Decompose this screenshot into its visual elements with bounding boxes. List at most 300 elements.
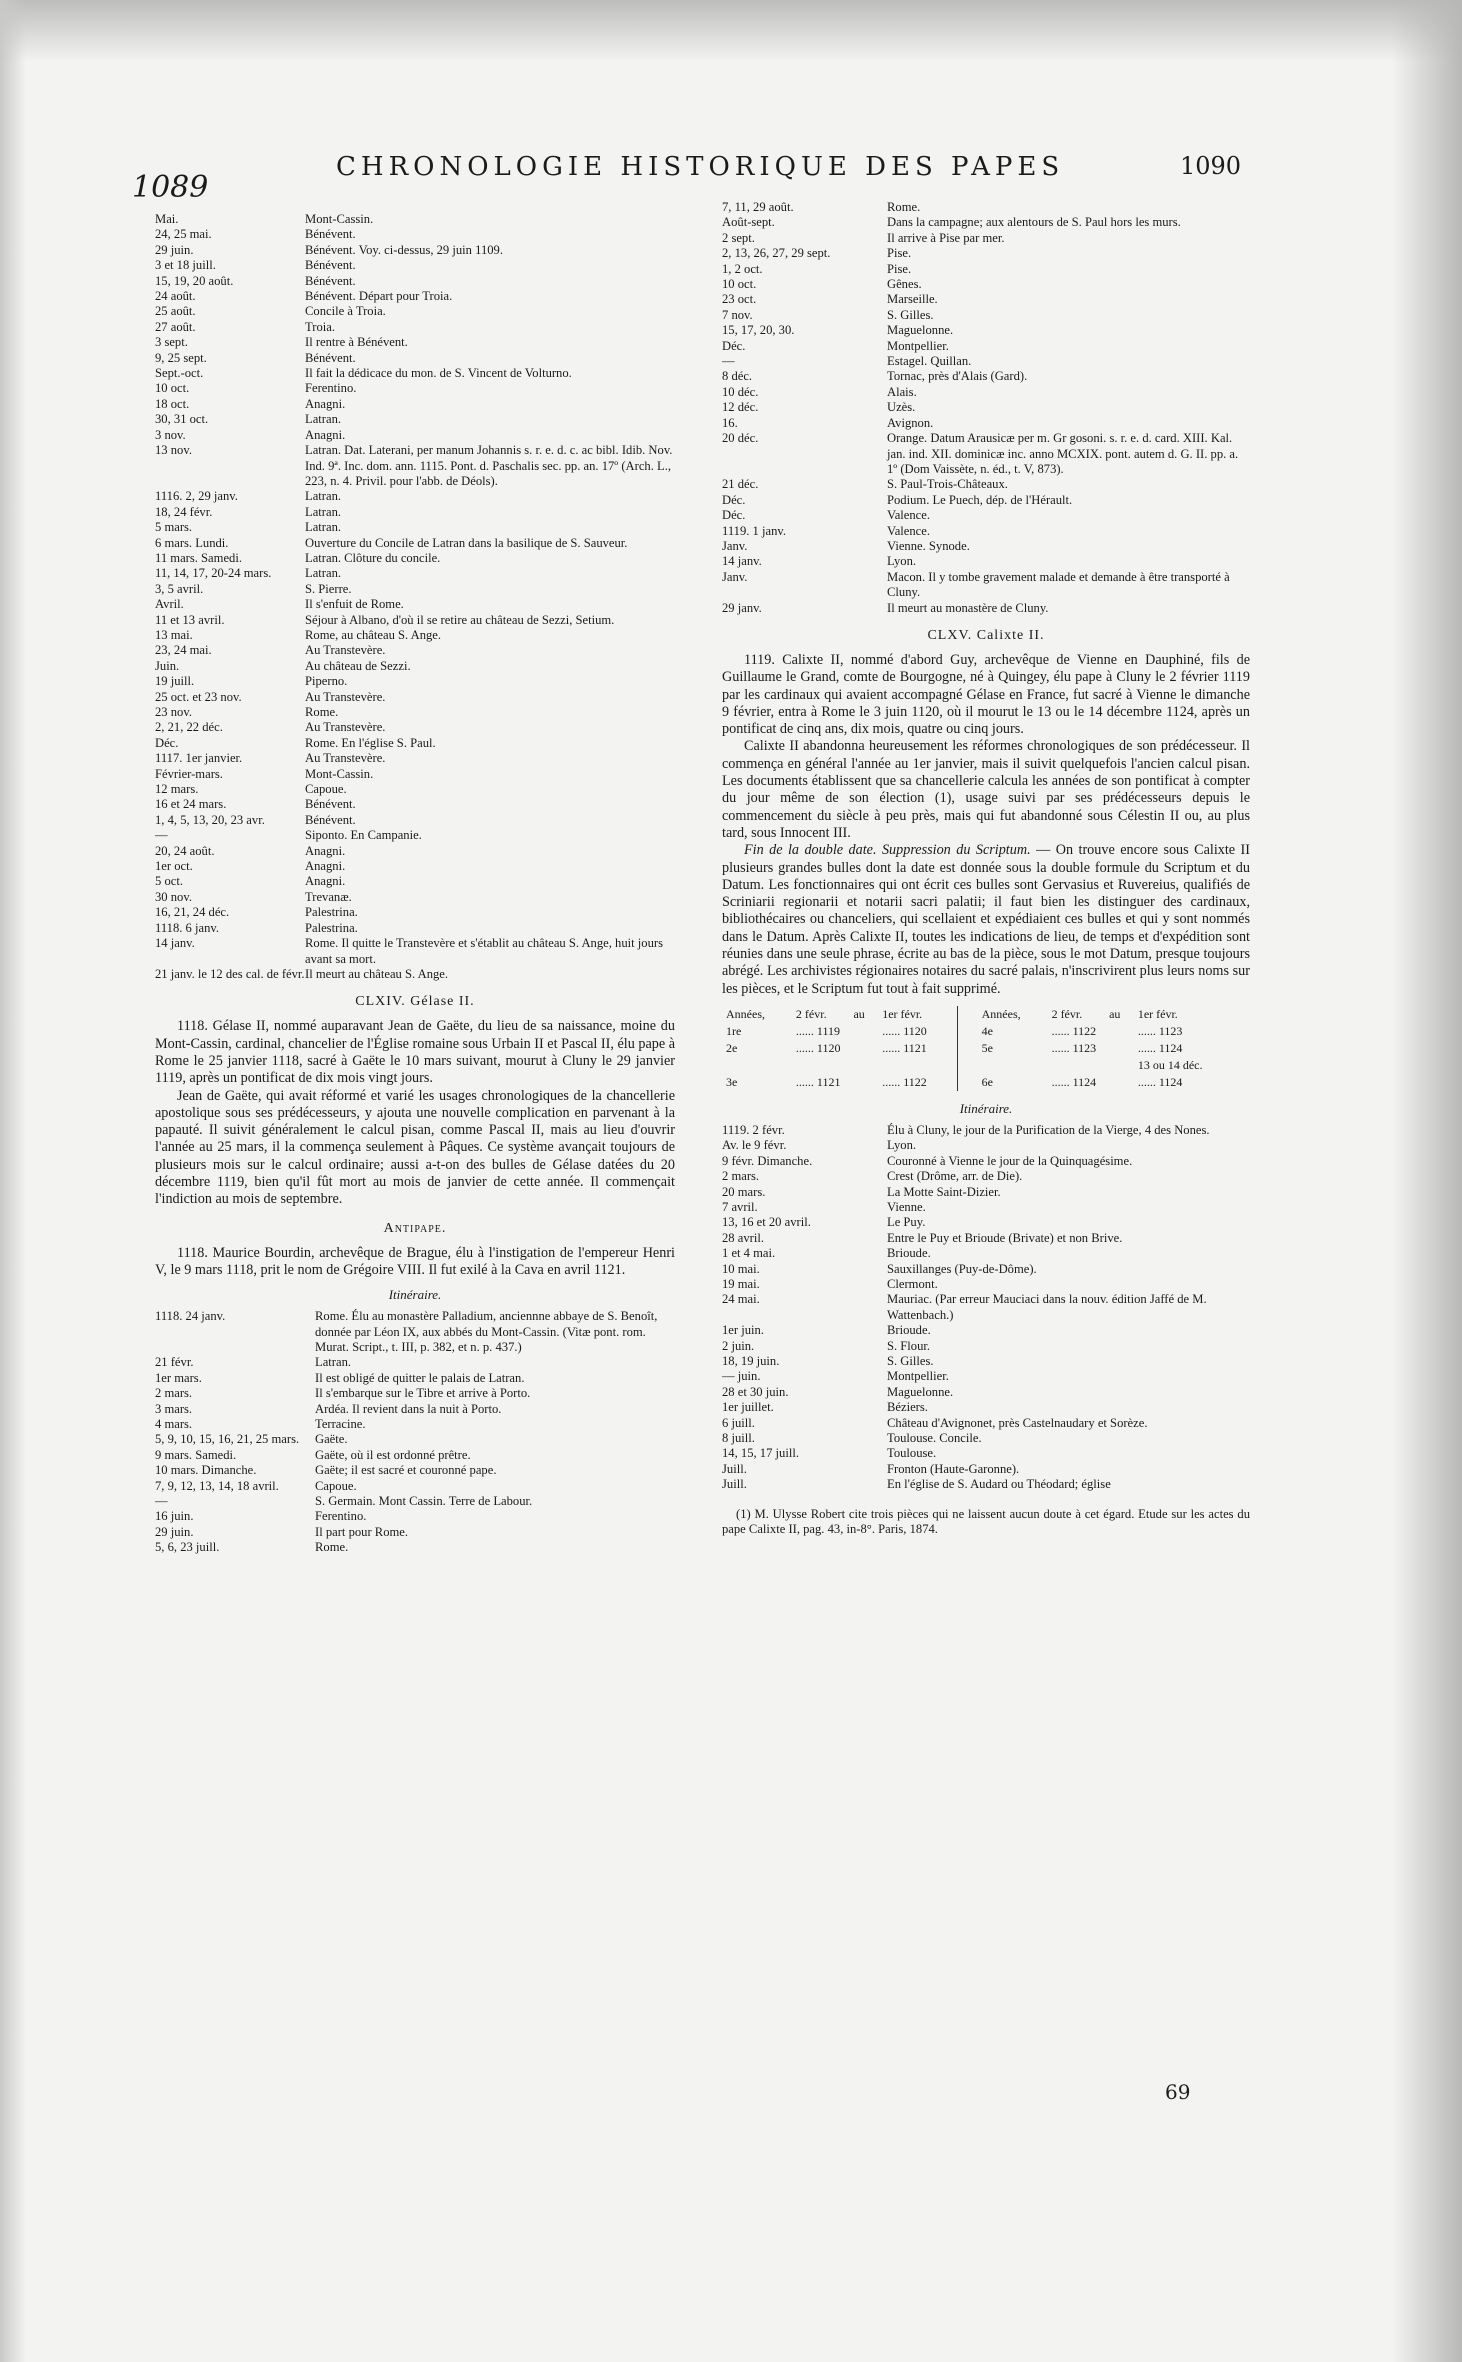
itinerary-row — [722, 339, 1250, 354]
itinerary-date: 29 juin. — [155, 1524, 194, 1539]
itinerary-row — [722, 1323, 1250, 1338]
itinerary-row — [722, 1339, 1250, 1354]
itinerary-place: Palestrina. — [305, 920, 358, 935]
itinerary-row — [155, 582, 675, 597]
itinerary-place: Latran. — [305, 520, 342, 535]
itinerary-row — [722, 369, 1250, 384]
itinerary-place: Gaëte, où il est ordonné prêtre. — [315, 1447, 471, 1462]
itinerary-place: Rome. Élu au monastère Palladium, anciennne abbaye de S. Benoît, donnée par Léon IX, aux abbés du Mont-Cassin. (Vitæ pont. rom. Murat. Script., t. III, p. 382, et n. p. 437.) — [315, 1309, 658, 1354]
itinerary-place: Au Transtevère. — [305, 720, 386, 735]
itinerary-row — [722, 1138, 1250, 1153]
years-cell — [722, 1057, 792, 1074]
itinerary-place: Montpellier. — [887, 338, 949, 353]
itinerary-place: Brioude. — [887, 1323, 931, 1338]
itinerary-place: Maguelonne. — [887, 1384, 954, 1399]
itinerary-date: — juin. — [722, 1369, 761, 1384]
itinerary-date: 7 nov. — [722, 307, 753, 322]
itinerary-date: Janv. — [722, 569, 748, 584]
itinerary-place: Montpellier. — [887, 1369, 949, 1384]
years-cell: 6e — [981, 1074, 993, 1089]
itinerary-row — [155, 1540, 675, 1555]
itinerary-date: 20 déc. — [722, 431, 759, 446]
itinerary-place: Fronton (Haute-Garonne). — [887, 1461, 1020, 1476]
itinerary-place: Mont-Cassin. — [305, 766, 374, 781]
calixte-paragraph-1: 1119. Calixte II, nommé d'abord Guy, archevêque de Vienne en Dauphiné, fils de Guillaume le Grand, comte de Bourgogne, né à Quingey, élu pape à Cluny le 2 février 1119 par les cardinaux qui avaient accompagné Gélase en France, fut sacré à Vienne le dimanche 9 février, entra à Rome le 3 juin 1120, où il mourut le 13 ou le 14 décembre 1124, après un pontificat de cinq ans, dix mois, quatre ou cinq jours. — [722, 651, 1250, 738]
itinerary-date: 1, 4, 5, 13, 20, 23 avr. — [155, 812, 265, 827]
column-divider — [957, 1006, 978, 1023]
itinerary-place: Maguelonne. — [887, 323, 954, 338]
signature-mark: 69 — [1165, 2080, 1191, 2104]
itinerary-row — [155, 643, 675, 658]
itinerary-place: Lyon. — [887, 554, 917, 569]
itinerary-date: Déc. — [722, 338, 746, 353]
itinerary-row — [722, 1231, 1250, 1246]
itinerary-row — [155, 874, 675, 889]
years-cell: 1re — [726, 1023, 742, 1038]
itinerary-row — [722, 477, 1250, 492]
itinerary-row — [722, 277, 1250, 292]
itinerary-row — [155, 813, 675, 828]
itinerary-place: Anagni. — [305, 427, 346, 442]
itinerary-date: 7, 9, 12, 13, 14, 18 avril. — [155, 1478, 279, 1493]
itinerary-row — [155, 304, 675, 319]
itinerary-row — [155, 381, 675, 396]
itinerary-row — [155, 1525, 675, 1540]
years-cell: ...... 1123 — [1137, 1023, 1183, 1038]
years-cell — [792, 1057, 878, 1074]
itinerary-row — [722, 431, 1250, 477]
itinerary-row — [155, 489, 675, 504]
itinerary-place: Estagel. Quillan. — [887, 354, 972, 369]
itinerary-row — [722, 601, 1250, 616]
itinerary-date: 8 déc. — [722, 369, 753, 384]
years-cell: ...... 1122 — [1051, 1023, 1097, 1038]
itinerary-date: 4 mars. — [155, 1417, 193, 1432]
scan-shadow-top — [0, 0, 1462, 62]
itinerary-place: S. Gilles. — [887, 1354, 934, 1368]
itinerary-date: 20, 24 août. — [155, 843, 215, 858]
itinerary-place: Alais. — [887, 384, 917, 399]
paschal-itinerary — [155, 212, 675, 982]
years-header-cell: 1er févr. — [882, 1006, 923, 1021]
itinerary-date: 3, 5 avril. — [155, 581, 204, 596]
itinerary-place: Mauriac. (Par erreur Mauciaci dans la nouv. édition Jaffé de M. Wattenbach.) — [887, 1292, 1207, 1322]
running-year: 1090 — [1180, 152, 1242, 180]
years-cell — [878, 1057, 957, 1074]
itinerary-place: Latran. — [305, 412, 342, 427]
itinerary-date: — — [155, 1494, 168, 1509]
itinerary-date: 28 avril. — [722, 1230, 764, 1245]
itinerary-row — [722, 308, 1250, 323]
itinerary-date: 6 mars. Lundi. — [155, 535, 229, 550]
itinerary-row — [722, 400, 1250, 415]
itinerary-place: Latran. Clôture du concile. — [305, 550, 441, 565]
itinerary-date: 23, 24 mai. — [155, 643, 212, 658]
itinerary-row — [722, 262, 1250, 277]
years-header-cell: au — [1109, 1006, 1121, 1021]
itinerary-date: 2 mars. — [155, 1386, 193, 1401]
itinerary-row — [722, 1246, 1250, 1261]
itinerary-place: Rome. — [305, 705, 339, 719]
itinerary-place: Il meurt au château S. Ange. — [305, 966, 449, 981]
itinerary-date: Juill. — [722, 1477, 747, 1492]
itinerary-place: Séjour à Albano, d'où il se retire au château de Sezzi, Setium. — [305, 612, 615, 627]
itinerary-row — [155, 1386, 675, 1401]
itinerary-place: Anagni. — [305, 859, 346, 874]
itinerary-date: Juill. — [722, 1461, 747, 1476]
pontificate-years-table — [722, 1006, 1242, 1091]
itinerary-date: 9, 25 sept. — [155, 350, 207, 365]
itinerary-row — [722, 1262, 1250, 1277]
itinerary-date: 5 mars. — [155, 520, 193, 535]
itinerary-row — [722, 1431, 1250, 1446]
itinerary-place: Au Transtevère. — [305, 689, 386, 704]
itinerary-row — [155, 797, 675, 812]
years-cell: ...... 1121 — [795, 1074, 841, 1089]
itinerary-place: Il fait la dédicace du mon. de S. Vincent de Volturno. — [305, 366, 572, 381]
itinerary-date: 3 sept. — [155, 335, 188, 350]
itinerary-place: Palestrina. — [305, 905, 358, 920]
itinerary-date: 1118. 6 janv. — [155, 920, 220, 935]
itinerary-row — [155, 536, 675, 551]
itinerary-place: Brioude. — [887, 1246, 931, 1261]
itinerary-place: Bénévent. — [305, 227, 356, 242]
itinerary-row — [155, 1309, 675, 1355]
itinerary-place: Tornac, près d'Alais (Gard). — [887, 369, 1028, 384]
itinerary-place: Ardéa. Il revient dans la nuit à Porto. — [315, 1401, 502, 1416]
itinerary-date: 10 oct. — [155, 381, 190, 396]
itinerary-date: 29 janv. — [722, 600, 762, 615]
itinerary-row — [155, 428, 675, 443]
itinerary-place: Élu à Cluny, le jour de la Purification de la Vierge, 4 des Nones. — [887, 1122, 1210, 1137]
itinerary-place: S. Gilles. — [887, 307, 934, 322]
itinerary-date: 1118. 24 janv. — [155, 1309, 226, 1324]
itinerary-place: Béziers. — [887, 1400, 928, 1415]
itinerary-row — [155, 227, 675, 242]
itinerary-date: 11 et 13 avril. — [155, 612, 225, 627]
itinerary-date: 30, 31 oct. — [155, 412, 209, 427]
antipape-heading: Antipape. — [383, 1220, 447, 1236]
years-cell: 2e — [726, 1040, 738, 1055]
years-cell — [1048, 1057, 1134, 1074]
years-cell: ...... 1120 — [795, 1040, 841, 1055]
itinerary-place: Bénévent. — [305, 797, 356, 812]
itinerary-date: 3 nov. — [155, 427, 186, 442]
itinerary-date: 19 juill. — [155, 674, 195, 689]
column-divider — [957, 1057, 978, 1074]
itinerary-place: Entre le Puy et Brioude (Brivate) et non Brive. — [887, 1230, 1123, 1245]
years-header-cell: 2 févr. — [1051, 1006, 1083, 1021]
itinerary-row — [155, 1448, 675, 1463]
itinerary-place: Toulouse. — [887, 1446, 937, 1461]
years-header-cell: Années, — [981, 1006, 1021, 1021]
itinerary-date: Janv. — [722, 538, 748, 553]
years-row — [722, 1040, 1242, 1057]
itinerary-place: Ouverture du Concile de Latran dans la basilique de S. Sauveur. — [305, 535, 628, 550]
itinerary-date: 1117. 1er janvier. — [155, 751, 243, 766]
itinerary-place: Rome. Il quitte le Transtevère et s'établit au château S. Ange, huit jours avant sa mort. — [305, 936, 663, 966]
itinerary-row — [722, 1277, 1250, 1292]
itinerary-place: Anagni. — [305, 843, 346, 858]
itinerary-place: Trevanæ. — [305, 889, 352, 904]
itinerary-row — [155, 921, 675, 936]
itinerary-row — [155, 351, 675, 366]
itinerary-row — [155, 751, 675, 766]
itinerary-row — [722, 354, 1250, 369]
itinerary-place: Bénévent. Départ pour Troia. — [305, 289, 453, 304]
itinerary-date: 1116. 2, 29 janv. — [155, 489, 238, 504]
itinerary-row — [722, 1185, 1250, 1200]
itinerary-place: Piperno. — [305, 674, 348, 689]
itinerary-row — [722, 554, 1250, 569]
itinerary-row — [155, 1355, 675, 1370]
itinerary-date: 10 oct. — [722, 277, 757, 292]
itinerary-row — [155, 782, 675, 797]
itinerary-date: 21 janv. le 12 des cal. de févr. — [155, 966, 305, 981]
itinerary-row — [155, 412, 675, 427]
itinerary-row — [155, 736, 675, 751]
itinerary-row — [155, 1494, 675, 1509]
itinerary-row — [155, 289, 675, 304]
itinerary-place: La Motte Saint-Dizier. — [887, 1184, 1001, 1199]
itinerary-row — [155, 1509, 675, 1524]
years-cell: 5e — [981, 1040, 993, 1055]
years-cell: ...... 1123 — [1051, 1040, 1097, 1055]
itinerary-date: 21 déc. — [722, 477, 759, 492]
itinerary-date: 29 juin. — [155, 242, 194, 257]
itinerary-place: Siponto. En Campanie. — [305, 828, 422, 843]
itinerary-row — [722, 1385, 1250, 1400]
itinerary-date: 12 mars. — [155, 782, 199, 797]
itinerary-row — [155, 366, 675, 381]
itinerary-date: 15, 17, 20, 30. — [722, 323, 795, 338]
itinerary-date: Juin. — [155, 658, 180, 673]
itinerary-place: Il meurt au monastère de Cluny. — [887, 600, 1049, 615]
itinerary-row — [155, 936, 675, 967]
itinerary-place: Latran. — [315, 1355, 352, 1370]
itinerary-place: Avignon. — [887, 415, 934, 430]
itinerary-row — [155, 1479, 675, 1494]
itinerary-place: S. Germain. Mont Cassin. Terre de Labour. — [315, 1494, 533, 1509]
years-header-cell: Années, — [726, 1006, 765, 1021]
itinerary-row — [155, 320, 675, 335]
itinerary-row — [722, 524, 1250, 539]
calixte-paragraph-2: Calixte II abandonna heureusement les réformes chronologiques de son prédécesseur. Il commença en général l'année au 1er janvier, mais il suivit quelquefois l'ancien calcul pisan. Les documents établissent que sa chancellerie calcula les années de son pontificat à compter du jour même de son élection (1), usage suivi par ses prédécesseurs depuis le commencement du siècle à peu près, mais qui fut abandonné sous Célestin II ou, au plus tard, sous Innocent III. — [722, 738, 1250, 841]
itinerary-row — [155, 335, 675, 350]
itinerary-row — [155, 1417, 675, 1432]
itinerary-date: 1119. 2 févr. — [722, 1122, 785, 1137]
itinerary-place: Podium. Le Puech, dép. de l'Hérault. — [887, 492, 1073, 507]
itinerary-date: 11, 14, 17, 20-24 mars. — [155, 566, 272, 581]
running-title: CHRONOLOGIE HISTORIQUE DES PAPES — [336, 152, 1065, 182]
gelase-itinerary — [722, 200, 1250, 616]
itinerary-date: 13, 16 et 20 avril. — [722, 1215, 811, 1230]
itinerary-date: 28 et 30 juin. — [722, 1384, 789, 1399]
itinerary-date: 20 mars. — [722, 1184, 766, 1199]
itinerary-date: 15, 19, 20 août. — [155, 273, 234, 288]
itinerary-row — [155, 659, 675, 674]
itinerary-place: Il s'enfuit de Rome. — [305, 597, 404, 612]
itinerary-date: 2 juin. — [722, 1338, 755, 1353]
itinerary-date: Déc. — [155, 735, 179, 750]
itinerary-date: Février-mars. — [155, 766, 223, 781]
calixte-itinerary-heading: Itinéraire. — [959, 1100, 1013, 1116]
years-header-cell: 1er févr. — [1137, 1006, 1178, 1021]
itinerary-place: Bénévent. — [305, 812, 356, 827]
itinerary-date: 2 sept. — [722, 230, 755, 245]
years-cell: ...... 1124 — [1051, 1074, 1097, 1089]
itinerary-place: Couronné à Vienne le jour de la Quinquagésime. — [887, 1153, 1133, 1168]
itinerary-row — [722, 231, 1250, 246]
itinerary-row — [155, 520, 675, 535]
itinerary-date: 10 mai. — [722, 1261, 760, 1276]
itinerary-date: — — [155, 828, 168, 843]
itinerary-date: 24 mai. — [722, 1292, 760, 1307]
itinerary-place: Latran. — [305, 489, 342, 504]
itinerary-place: Uzès. — [887, 400, 916, 415]
itinerary-date: 12 déc. — [722, 400, 759, 415]
itinerary-row — [722, 292, 1250, 307]
itinerary-place: Crest (Drôme, arr. de Die). — [887, 1169, 1023, 1184]
itinerary-row — [155, 212, 675, 227]
itinerary-place: Orange. Datum Arausicæ per m. Gr gosoni. s. r. e. d. card. XIII. Kal. jan. ind. XII. dominicæ inc. anno MCXIX. pont. autem d. G. II. pp. a. 1º (Dom Vaissète, n. éd., t. V, 873). — [887, 431, 1239, 476]
itinerary-date: Août-sept. — [722, 215, 775, 230]
years-cell: ...... 1124 — [1137, 1074, 1183, 1089]
itinerary-place: Au château de Sezzi. — [305, 658, 411, 673]
itinerary-place: Bénévent. — [305, 273, 356, 288]
itinerary-place: Dans la campagne; aux alentours de S. Paul hors les murs. — [887, 215, 1181, 230]
itinerary-row — [722, 1215, 1250, 1230]
years-header-cell: 2 févr. — [795, 1006, 827, 1021]
itinerary-row — [155, 844, 675, 859]
itinerary-row — [155, 443, 675, 489]
calixte-paragraph-3-title: Fin de la double date. Suppression du Scriptum. — [744, 842, 1031, 859]
itinerary-row — [722, 508, 1250, 523]
itinerary-row — [155, 505, 675, 520]
itinerary-row — [155, 566, 675, 581]
itinerary-place: Pise. — [887, 261, 912, 276]
itinerary-row — [722, 1446, 1250, 1461]
antipape-paragraph: 1118. Maurice Bourdin, archevêque de Brague, élu à l'instigation de l'empereur Henri V, le 9 mars 1118, prit le nom de Grégoire VIII. Il fut exilé à la Cava en avril 1121. — [155, 1244, 675, 1278]
itinerary-row — [722, 1416, 1250, 1431]
itinerary-date: — — [722, 354, 735, 369]
itinerary-date: 18 oct. — [155, 396, 190, 411]
itinerary-place: Vienne. Synode. — [887, 538, 970, 553]
itinerary-date: Av. le 9 févr. — [722, 1138, 787, 1153]
itinerary-row — [722, 385, 1250, 400]
itinerary-place: Ferentino. — [315, 1509, 367, 1524]
itinerary-place: Clermont. — [887, 1276, 938, 1291]
itinerary-date: 5, 9, 10, 15, 16, 21, 25 mars. — [155, 1432, 300, 1447]
itinerary-date: 11 mars. Samedi. — [155, 550, 242, 565]
itinerary-date: Déc. — [722, 508, 746, 523]
itinerary-place: Château d'Avignonet, près Castelnaudary et Sorèze. — [887, 1415, 1148, 1430]
itinerary-row — [722, 246, 1250, 261]
itinerary-date: 10 mars. Dimanche. — [155, 1463, 257, 1478]
itinerary-row — [722, 1462, 1250, 1477]
itinerary-row — [722, 1292, 1250, 1323]
years-cell — [978, 1057, 1048, 1074]
itinerary-row — [155, 628, 675, 643]
itinerary-place: Il part pour Rome. — [315, 1524, 409, 1539]
itinerary-row — [722, 1400, 1250, 1415]
itinerary-date: 1er mars. — [155, 1370, 202, 1385]
itinerary-row — [155, 613, 675, 628]
itinerary-row — [155, 890, 675, 905]
calixte-paragraph-3 — [722, 842, 1250, 998]
itinerary-date: Mai. — [155, 212, 179, 226]
itinerary-place: Au Transtevère. — [305, 751, 386, 766]
itinerary-date: 14, 15, 17 juill. — [722, 1446, 799, 1461]
itinerary-place: Rome. — [315, 1540, 349, 1555]
years-header-row — [722, 1006, 1242, 1023]
right-column — [722, 200, 1250, 1537]
itinerary-place: Pise. — [887, 246, 912, 261]
itinerary-place: Rome, au château S. Ange. — [305, 627, 442, 642]
itinerary-date: 30 nov. — [155, 889, 192, 904]
itinerary-place: Troia. — [305, 319, 335, 334]
itinerary-date: 23 nov. — [155, 705, 192, 719]
itinerary-date: 5 oct. — [155, 874, 183, 889]
itinerary-date: 2 mars. — [722, 1169, 760, 1184]
years-cell: 13 ou 14 déc. — [1137, 1057, 1203, 1072]
itinerary-row — [722, 416, 1250, 431]
itinerary-place: Latran. — [305, 566, 342, 581]
itinerary-row — [155, 705, 675, 720]
years-cell: ...... 1120 — [882, 1023, 927, 1038]
itinerary-place: Gaëte. — [315, 1432, 348, 1447]
itinerary-row — [722, 1200, 1250, 1215]
itinerary-row — [722, 1477, 1250, 1492]
itinerary-place: Anagni. — [305, 874, 346, 889]
itinerary-place: Latran. — [305, 504, 342, 519]
itinerary-row — [722, 570, 1250, 601]
itinerary-date: 1er oct. — [155, 859, 193, 874]
years-row — [722, 1057, 1242, 1074]
itinerary-place: En l'église de S. Audard ou Théodard; église — [887, 1477, 1111, 1492]
itinerary-row — [722, 1123, 1250, 1138]
itinerary-row — [155, 767, 675, 782]
years-cell: ...... 1124 — [1137, 1040, 1183, 1055]
years-header-cell: au — [853, 1006, 865, 1021]
itinerary-date: 16 et 24 mars. — [155, 797, 227, 812]
itinerary-place: S. Pierre. — [305, 581, 352, 596]
itinerary-row — [155, 1371, 675, 1386]
itinerary-date: 1er juillet. — [722, 1400, 774, 1415]
years-row — [722, 1023, 1242, 1040]
itinerary-date: 3 mars. — [155, 1401, 193, 1416]
itinerary-date: Avril. — [155, 597, 184, 612]
calixte-paragraph-3-text: — On trouve encore sous Calixte II plusieurs grandes bulles dont la date est donnée sous la double formule du Scriptum et du Datum. Les fonctionnaires qui ont écrit ces bulles sont Gervasius et Ruvereius, qualifiés de Scriniarii regionarii et notarii sacri palatii; il faut bien les distinguer des cardinaux, bibliothécaires ou chanceliers, qui scellaient et expédiaient ces bulles et qui y sont nommés dans le Datum. Après Calixte II, toutes les indications de lieu, de temps et d'expédition sont réunies dans une seule phrase, écrite au bas de la pièce, sous le mot Datum, presque toujours abrégé. Les archivistes régionaires notaires du sacré palais, n'inscrivirent plus leurs noms sur les pièces, et le Scriptum fut tout à fait supprimé. — [722, 842, 1250, 997]
itinerary-date: 18, 24 févr. — [155, 504, 213, 519]
itinerary-place: Il rentre à Bénévent. — [305, 335, 408, 350]
itinerary-place: Marseille. — [887, 292, 938, 307]
column-divider — [957, 1074, 978, 1091]
itinerary-row — [722, 1354, 1250, 1369]
itinerary-row — [155, 597, 675, 612]
itinerary-place: Gaëte; il est sacré et couronné pape. — [315, 1463, 497, 1478]
years-cell: ...... 1121 — [882, 1040, 927, 1055]
itinerary-date: Sept.-oct. — [155, 366, 204, 381]
itinerary-row — [155, 967, 675, 982]
itinerary-place: Gênes. — [887, 277, 922, 292]
itinerary-date: 23 oct. — [722, 292, 757, 307]
itinerary-place: S. Flour. — [887, 1338, 931, 1353]
gelase-paragraph-2: Jean de Gaëte, qui avait réformé et varié les usages chronologiques de la chancellerie apostolique sous ses prédécesseurs, y ajouta une nouvelle complication en parvenant à la papauté. Il suivit généralement le calcul pisan, comme Pascal II, mais au lieu d'ouvrir l'année au 25 mars, il la commença seulement à Pâques. Ce système avançait toujours de plusieurs mois sur le calcul ordinaire; aussi a-t-on des bulles de Gélase datées du 20 décembre 1119, bien qu'il fût mort au mois de janvier de cette année. Il commençait l'indiction au mois de septembre. — [155, 1087, 675, 1208]
itinerary-place: Ferentino. — [305, 381, 357, 396]
itinerary-date: 2, 21, 22 déc. — [155, 720, 223, 735]
itinerary-place: S. Paul-Trois-Châteaux. — [887, 477, 1008, 492]
